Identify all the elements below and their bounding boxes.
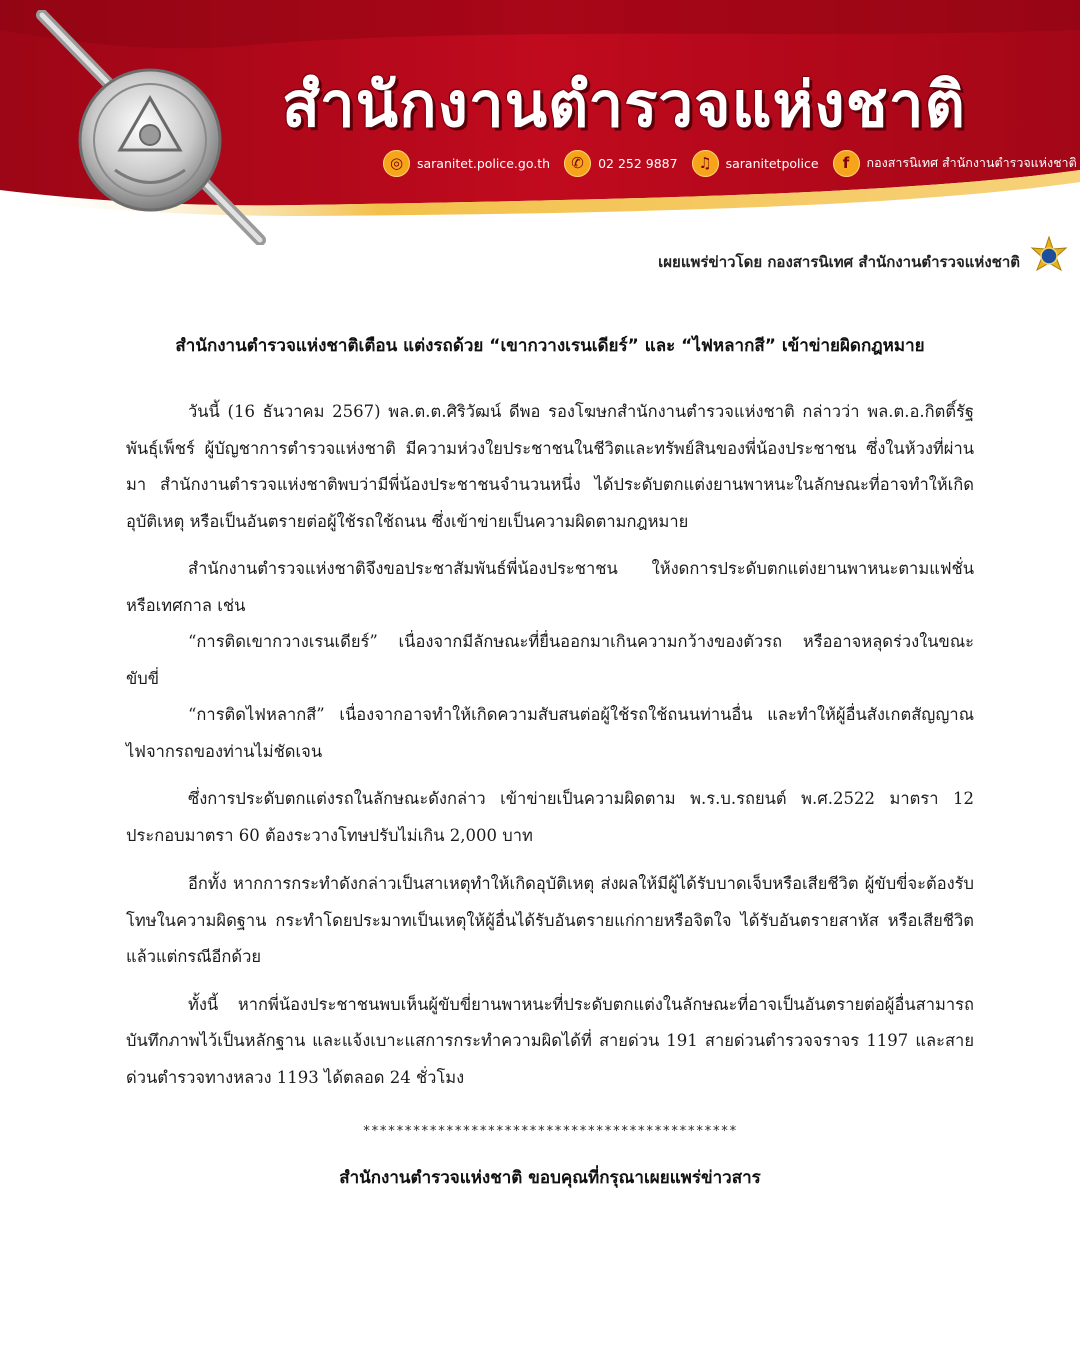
- contact-website[interactable]: [383, 150, 550, 177]
- phone-icon: ✆: [564, 150, 591, 177]
- contact-bar: [383, 148, 1077, 178]
- paragraph-request: สำนักงานตำรวจแห่งชาติจึงขอประชาสัมพันธ์พี่น้องประชาชน ให้งดการประดับตกแต่งยานพาหนะตามแฟชั่น หรือเทศกาล เช่น: [126, 559, 974, 615]
- contact-tiktok[interactable]: [692, 150, 819, 177]
- document-body: [126, 394, 974, 1096]
- header-banner: [0, 0, 1080, 290]
- contact-phone-text: 02 252 9887: [598, 155, 678, 171]
- police-star-badge-icon: [1029, 236, 1069, 276]
- paragraph-law: ซึ่งการประดับตกแต่งรถในลักษณะดังกล่าว เข้าข่ายเป็นความผิดตาม พ.ร.บ.รถยนต์ พ.ศ.2522 มาตรา 12 ประกอบมาตรา 60 ต้องระวางโทษปรับไม่เกิน 2,000 บาท: [126, 789, 974, 845]
- publisher-line: เผยแพร่ข่าวโดย กองสารนิเทศ สำนักงานตำรวจแห่งชาติ: [658, 253, 1020, 271]
- contact-facebook[interactable]: [833, 150, 1077, 177]
- document-title: สำนักงานตำรวจแห่งชาติเตือน แต่งรถด้วย “เขากวางเรนเดียร์” และ “ไฟหลากสี” เข้าข่ายผิดกฎหมาย: [175, 336, 925, 356]
- police-emblem-logo: [30, 10, 270, 245]
- paragraph-intro: วันนี้ (16 ธันวาคม 2567) พล.ต.ต.ศิริวัฒน์ ดีพอ รองโฆษกสำนักงานตำรวจแห่งชาติ กล่าวว่า พล.ต.อ.กิตติ์รัฐ พันธุ์เพ็ชร์ ผู้บัญชาการตำรวจแห่งชาติ มีความห่วงใยประชาชนในชีวิตและทรัพย์สินของพี่น้องประชาชน ซึ่งในห้วงที่ผ่านมา สำนักงานตำรวจแห่งชาติพบว่ามีพี่น้องประชาชนจำนวนหนึ่ง ได้ประดับตกแต่งยานพาหนะในลักษณะที่อาจทำให้เกิดอุบัติเหตุ หรือเป็นอันตรายต่อผู้ใช้รถใช้ถนน ซึ่งเข้าข่ายเป็นความผิดตามกฎหมาย: [126, 402, 974, 531]
- globe-icon: ◎: [383, 150, 410, 177]
- facebook-icon: f: [833, 150, 860, 177]
- contact-facebook-text: กองสารนิเทศ สำนักงานตำรวจแห่งชาติ: [866, 155, 1077, 170]
- tiktok-icon: ♫: [692, 150, 719, 177]
- contact-phone[interactable]: [564, 150, 678, 177]
- contact-tiktok-text: saranitetpolice: [725, 155, 819, 171]
- separator-stars: *********************************************: [362, 1124, 738, 1139]
- paragraph-reindeer: “การติดเขากวางเรนเดียร์” เนื่องจากมีลักษณะที่ยื่นออกมาเกินความกว้างของตัวรถ หรืออาจหลุดร่วงในขณะขับขี่: [126, 632, 974, 688]
- contact-website-text: saranitet.police.go.th: [417, 155, 551, 171]
- closing-thanks: สำนักงานตำรวจแห่งชาติ ขอบคุณที่กรุณาเผยแพร่ข่าวสาร: [339, 1168, 761, 1188]
- paragraph-hotline: ทั้งนี้ หากพี่น้องประชาชนพบเห็นผู้ขับขี่ยานพาหนะที่ประดับตกแต่งในลักษณะที่อาจเป็นอันตรายต่อผู้อื่นสามารถบันทึกภาพไว้เป็นหลักฐาน และแจ้งเบาะแสการกระทำความผิดได้ที่ สายด่วน 191 สายด่วนตำรวจจราจร 1197 และสายด่วนตำรวจทางหลวง 1193 ได้ตลอด 24 ชั่วโมง: [126, 994, 974, 1087]
- paragraph-penalty: อีกทั้ง หากการกระทำดังกล่าวเป็นสาเหตุทำให้เกิดอุบัติเหตุ ส่งผลให้มีผู้ได้รับบาดเจ็บหรือเสียชีวิต ผู้ขับขี่จะต้องรับโทษในความผิดฐาน กระทำโดยประมาทเป็นเหตุให้ผู้อื่นได้รับอันตรายแก่กายหรือจิตใจ ได้รับอันตรายสาหัส หรือเสียชีวิต แล้วแต่กรณีอีกด้วย: [126, 874, 974, 966]
- paragraph-lights: “การติดไฟหลากสี” เนื่องจากอาจทำให้เกิดความสับสนต่อผู้ใช้รถใช้ถนนท่านอื่น และทำให้ผู้อื่นสังเกตสัญญาณไฟจากรถของท่านไม่ชัดเจน: [126, 705, 974, 761]
- agency-title: สำนักงานตำรวจแห่งชาติ: [282, 68, 966, 141]
